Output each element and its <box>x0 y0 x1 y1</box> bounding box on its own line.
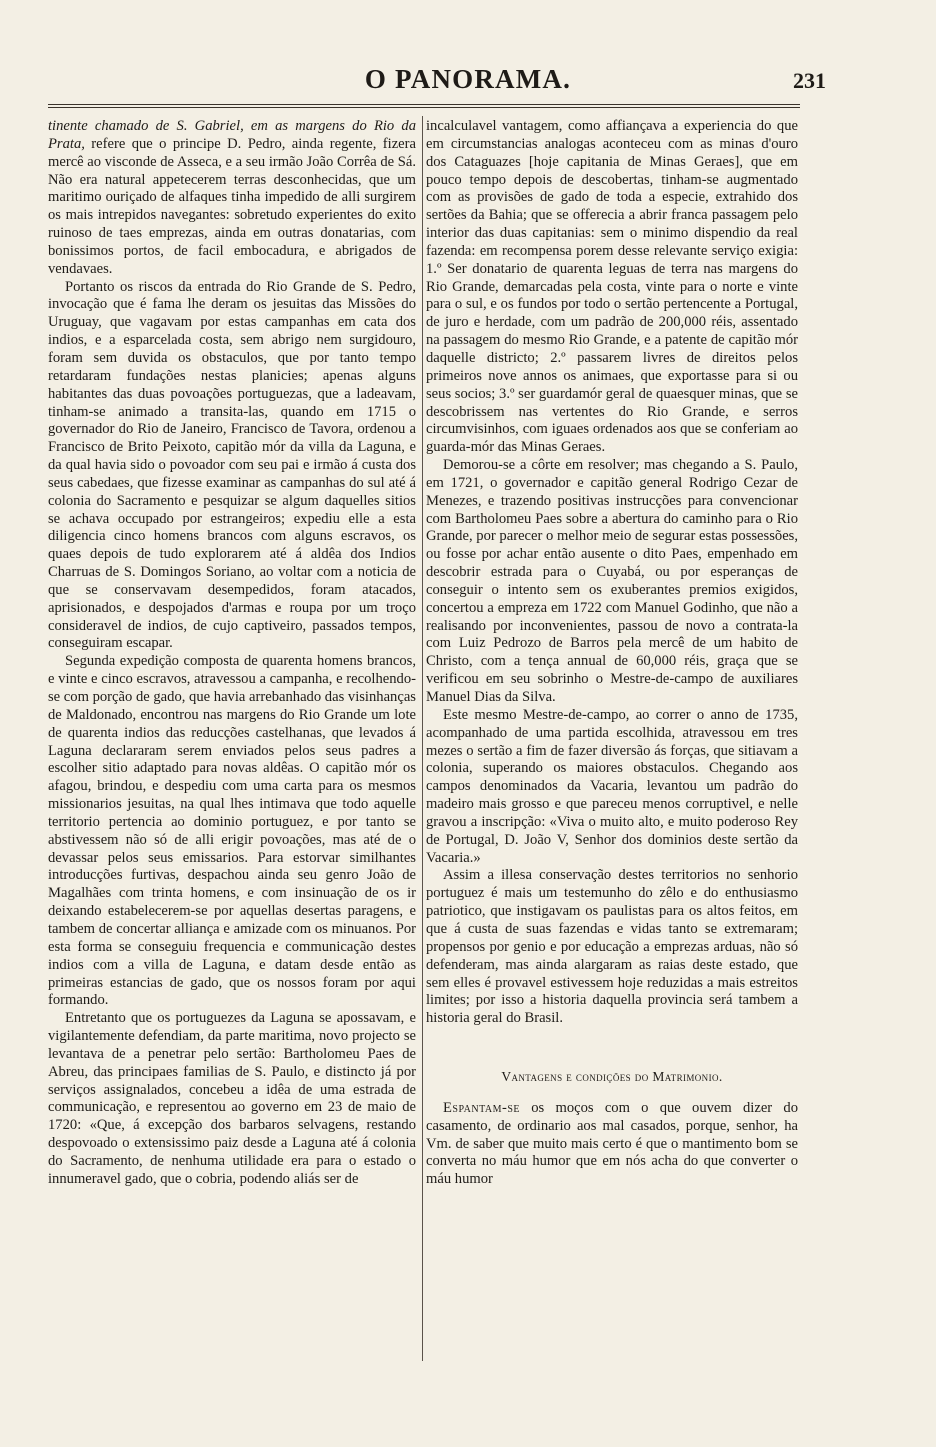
left-column <box>48 118 416 1189</box>
right-column <box>426 118 798 1189</box>
paragraph <box>48 118 416 279</box>
paragraph: Assim a illesa conservação destes territorios no senhorio portuguez é mais um testemunho do zêlo e do enthusiasmo patriotico, que instigavam os paulistas para os altos feitos, em que á custa de suas fazendas e vidas tanto se extremaram; propensos por genio e por educação a emprezas arduas, não só defenderam, mas ainda alargaram as raias deste estado, que sem elles é provavel estivessem hoje reduzidas a mais estreitos limites; por isso a historia daquella provincia será tambem a historia geral do Brasil. <box>426 867 798 1027</box>
paragraph <box>426 1100 798 1189</box>
column-divider <box>422 116 423 1361</box>
paragraph: Entretanto que os portuguezes da Laguna se apossavam, e vigilantemente defendiam, da parte maritima, novo projecto se levantava de a penetrar pelo sertão: Bartholomeu Paes de Abreu, das principaes familias de S. Paulo, e distincto já por serviços assignalados, concebeu a idêa de uma estrada de communicação, e representou ao governo em 23 de maio de 1720: «Que, á excepção dos barbaros selvagens, restando despovoado o extensissimo paiz desde a Laguna até á colonia do Sacramento, de nenhuma utilidade era para o estado o innumeravel gado, que o cobria, podendo aliás ser de <box>48 1010 416 1187</box>
journal-title: O PANORAMA. <box>364 64 572 94</box>
paragraph: Demorou-se a côrte em resolver; mas chegando a S. Paulo, em 1721, o governador e capitão general Rodrigo Cezar de Menezes, e trazendo positivas instrucções para convencionar com Bartholomeu Paes sobre a abertura do caminho para o Rio Grande, por parecer o melhor meio de segurar estas possessões, ou fosse por achar então ausente o dito Paes, empenhado em descobrir estrada para o Cuyabá, ou por esperanças de conseguir o intento sem os exuberantes premios exigidos, concertou a empreza em 1722 com Manuel Godinho, que não a realisando por inconvenientes, passou de novo a contrata-la com Luiz Pedrozo de Barros pela mercê de um habito de Christo, com a tença annual de 60,000 réis, graça que se verificou em seu sobrinho o Mestre-de-campo de auxiliares Manuel Dias da Silva. <box>426 457 798 705</box>
header-rule-lower <box>48 107 800 108</box>
lead-word: Espantam-se <box>443 1099 521 1116</box>
paragraph: Portanto os riscos da entrada do Rio Grande de S. Pedro, invocação que é fama lhe deram os jesuitas das Missões do Uruguay, que vagavam por estas campanhas em cata dos indios, e a esparcelada costa, sem abrigo nem surgidouro, foram sem duvida os obstaculos, que por tanto tempo retardaram fundações nestas planicies; apenas alguns habitantes das duas povoações portuguezas, que a ladeavam, tinham-se animado a transita-las, quando em 1715 o governador do Rio de Janeiro, Francisco de Tavora, ordenou a Francisco de Brito Peixoto, capitão mór da villa da Laguna, e da qual havia sido o povoador com seu pai e irmão á custa dos seus cabedaes, que fizesse examinar as campanhas do sul até á colonia do Sacramento e pesquizar se algum daquelles sitios se achava occupado por estrangeiros; expediu elle a esta diligencia cinco homens brancos com alguns escravos, os quaes depois de tudo explorarem até á aldêa dos Indios Charruas de S. Domingos Soriano, ao voltar com a noticia de que se conservavam desempedidos, foram atacados, aprisionados, e despojados d'armas e roupa por um troço consideravel de indios, de cujo captiveiro, passados tempos, conseguiram escapar. <box>48 278 416 652</box>
paragraph-text: os moços com o que ouvem dizer do casamento, de ordinario aos mal casados, porque, senhor, ha Vm. de saber que muito mais certo é que o mantimento bom se converta no máu humor que em nós acha do que converter o máu humor <box>426 1099 798 1188</box>
section-heading: Vantagens e condições do Matrimonio. <box>501 1069 723 1085</box>
paragraph-text: refere que o principe D. Pedro, ainda regente, fizera mercê ao visconde de Asseca, e a seu irmão João Corrêa de Sá. Não era natural appetecerem terras desconhecidas, que um maritimo ouriçado de alfaques tinha impedido de alli surgirem os mais intrepidos navegantes: sobretudo experientes do exito ruinoso de taes emprezas, ainda em outras donatarias, com bonissimos portos, de facil embocadura, e abrigados de vendavaes. <box>48 135 416 277</box>
paragraph: Segunda expedição composta de quarenta homens brancos, e vinte e cinco escravos, atravessou a campanha, e recolhendo-se com porção de gado, que havia arrebanhado das visinhanças de Maldonado, encontrou nas margens do Rio Grande um lote de quarenta indios das reducções castelhanas, que levados á Laguna declararam serem enviados pelos seus padres a escolher sitio adaptado para novas aldêas. O capitão mór os afagou, brindou, e despediu com uma carta para os mesmos missionarios jesuitas, na qual lhes intimava que todo aquelle territorio pertencia ao dominio portuguez, e por tanto se abstivessem não só de alli erigir povoações, mas até de o devassar pelos seus emissarios. Para estorvar similhantes introducções furtivas, despachou ainda seu genro João de Magalhães com trinta homens, e com insinuação de os ir deixando estabelecerem-se por aquellas desertas paragens, e tambem de concertar alliança e amizade com os minuanos. Por esta forma se conseguiu frequencia e communicação destes indios com a villa de Laguna, e datam desde então as primeiras estancias de gado, que os nossos foram por aqui formando. <box>48 653 416 1009</box>
paragraph: incalculavel vantagem, como affiançava a experiencia do que em circumstancias analogas aconteceu com as minas d'ouro dos Cataguazes [hoje capitania de Minas Geraes], que em pouco tempo depois de descobertas, tinham-se augmentado com as provisões de gado de toda a especie, extrahido dos sertões da Bahia; que se offerecia a abrir franca passagem pelo interior das duas capitanias: sem o minimo dispendio da real fazenda: em recompensa porem desse relevante serviço exigia: 1.º Ser donatario de quarenta leguas de terra nas margens do Rio Grande, demarcadas pela costa, vinte para o norte e vinte para o sul, e os fundos por todo o sertão pertencente a Portugal, de juro e herdade, com um padrão de 200,000 réis, assentado na passagem do mesmo Rio Grande, e a patente de capitão mór daquelle districto; 2.º passarem livres de direitos pelos primeiros nove annos os animaes, que exportasse para si ou seus socios; 3.º ser guardamór geral de quaesquer minas, que se descobrissem nas vertentes do Rio Grande, e serros circumvisinhos, com iguaes ordenados aos que se conferiam ao guarda-mór das Minas Geraes. <box>426 118 798 456</box>
page-number: 231 <box>793 68 826 93</box>
paragraph: Este mesmo Mestre-de-campo, ao correr o anno de 1735, acompanhado de uma partida escolhida, atravessou em tres mezes o sertão a fim de fazer diversão ás forças, que sitiavam a colonia, superando os maiores obstaculos. Chegando aos campos denominados da Vacaria, levantou um padrão do madeiro mais grosso e que pareceu menos corruptivel, e nelle gravou a inscripção: «Viva o muito alto, e muito poderoso Rey de Portugal, D. João V, Senhor dos dominios deste sertão da Vacaria.» <box>426 706 798 866</box>
header-rule <box>48 104 800 105</box>
italic-place-name: tinente chamado de S. Gabriel, em as margens do Rio da Prata, <box>48 118 416 152</box>
page-header <box>0 60 936 100</box>
